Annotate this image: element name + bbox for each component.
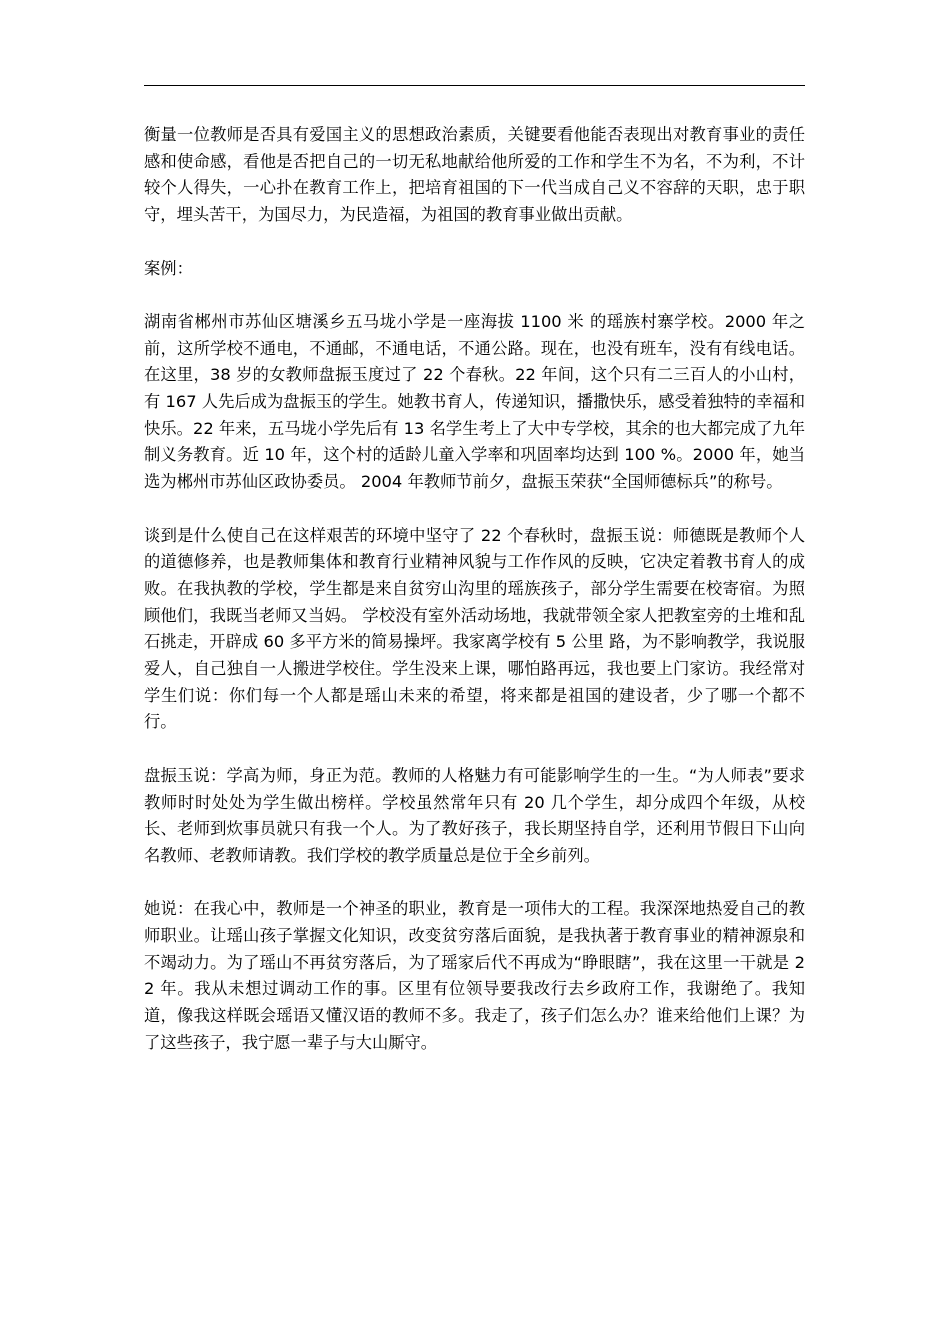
intro-paragraph: 衡量一位教师是否具有爱国主义的思想政治素质，关键要看他能否表现出对教育事业的责任感和使命感，看他是否把自己的一切无私地献给他所爱的工作和学生不为名，不为利，不计较个人得失，一心扑在教育工作上，把培育祖国的下一代当成自己义不容辞的天职，忠于职守，埋头苦干，为国尽力，为民造福，为祖国的教育事业做出贡献。 [144,125,805,225]
case-heading: 案例： [144,258,193,278]
case-paragraph-role-model: 盘振玉说：学高为师，身正为范。教师的人格魅力有可能影响学生的一生。“为人师表”要求教师时时处处为学生做出榜样。学校虽然常年只有 20 几个学生，却分成四个年级，从校长、老师到炊事员就只有我一个人。为了教好孩子，我长期坚持自学，还利用节假日下山向名教师、老教师请教。我们学校的教学质量总是位于全乡前列。 [144,765,805,865]
case-paragraph-ethics: 谈到是什么使自己在这样艰苦的环境中坚守了 22 个春秋时，盘振玉说：师德既是教师个人的道德修养，也是教师集体和教育行业精神风貌与工作作风的反映，它决定着教书育人的成败。在我执教的学校，学生都是来自贫穷山沟里的瑶族孩子，部分学生需要在校寄宿。为照顾他们，我既当老师又当妈。 学校没有室外活动场地，我就带领全家人把教室旁的土堆和乱石挑走，开辟成 60 多平方米的简易操坪。我家离学校有 5 公里 路，为不影响教学，我说服爱人，自己独自一人搬进学校住。学生没来上课，哪怕路再远，我也要上门家访。我经常对学生们说：你们每一个人都是瑶山未来的希望，将来都是祖国的建设者，少了哪一个都不行。 [144,525,805,732]
header-rule [144,85,805,86]
case-paragraph-school: 湖南省郴州市苏仙区塘溪乡五马垅小学是一座海拔 1100 米 的瑶族村寨学校。2000 年之前，这所学校不通电，不通邮，不通电话，不通公路。现在，也没有班车，没有有线电话。在这里，38 岁的女教师盘振玉度过了 22 个春秋。22 年间，这个只有二三百人的小山村，有 167 人先后成为盘振玉的学生。她教书育人，传递知识，播撒快乐，感受着独特的幸福和快乐。22 年来，五马垅小学先后有 13 名学生考上了大中专学校，其余的也大都完成了九年制义务教育。近 10 年，这个村的适龄儿童入学率和巩固率均达到 100 %。2000 年，她当选为郴州市苏仙区政协委员。 2004 年教师节前夕，盘振玉荣获“全国师德标兵”的称号。 [144,311,805,492]
document-body [144,122,805,1057]
case-paragraph-devotion: 她说：在我心中，教师是一个神圣的职业，教育是一项伟大的工程。我深深地热爱自己的教师职业。让瑶山孩子掌握文化知识，改变贫穷落后面貌，是我执著于教育事业的精神源泉和不竭动力。为了瑶山不再贫穷落后，为了瑶家后代不再成为“睁眼瞎”，我在这里一干就是 22 年。我从未想过调动工作的事。区里有位领导要我改行去乡政府工作，我谢绝了。我知道，像我这样既会瑶语又懂汉语的教师不多。我走了，孩子们怎么办？谁来给他们上课？为了这些孩子，我宁愿一辈子与大山厮守。 [144,899,805,1052]
